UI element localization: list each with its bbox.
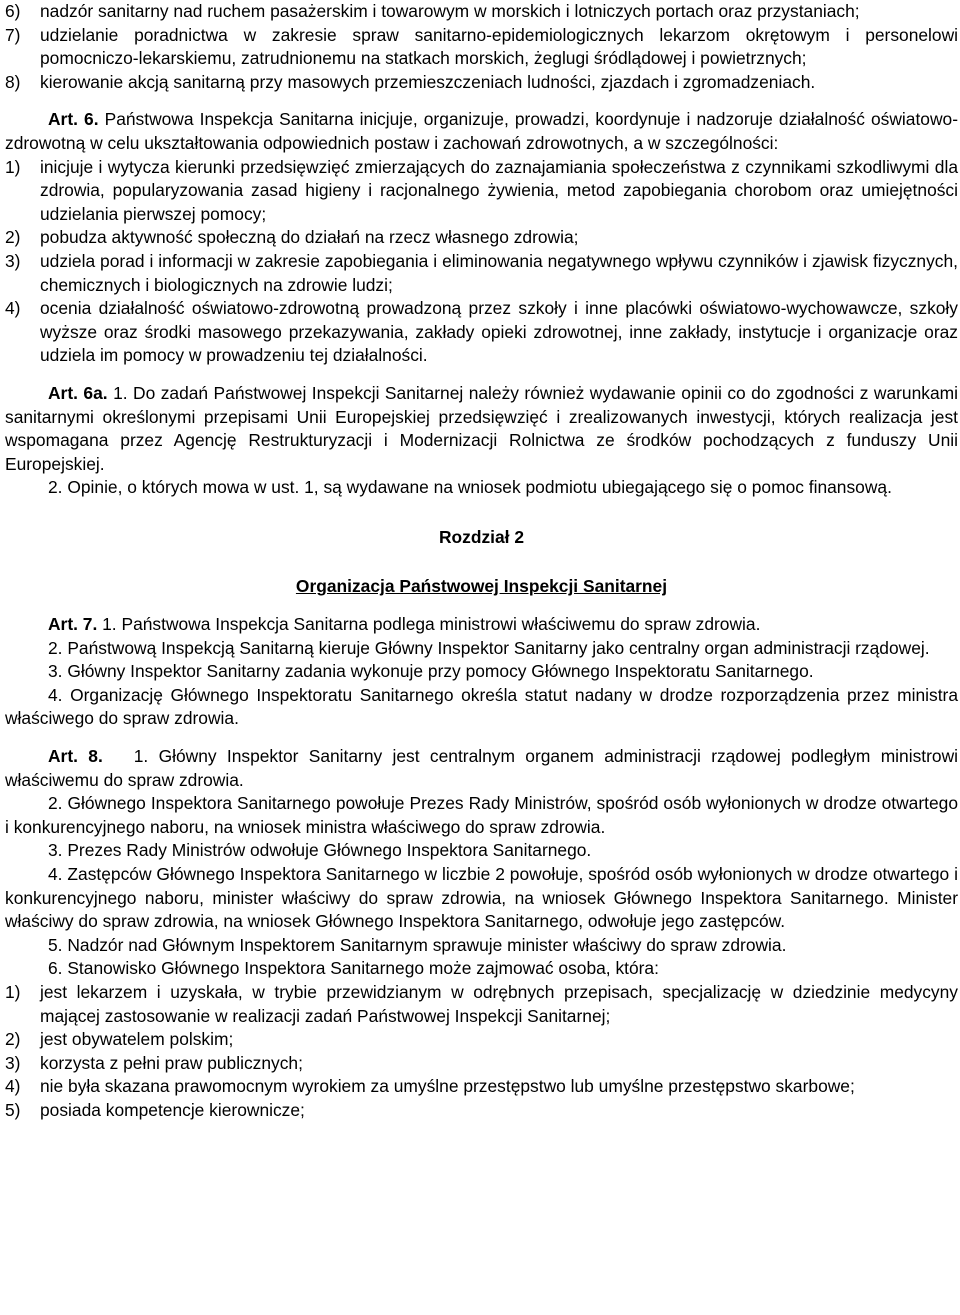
article-8-paragraph-2: 2. Głównego Inspektora Sanitarnego powołuje Prezes Rady Ministrów, spośród osób wyłonionych w drodze otwartego i konkurencyjnego naboru, na wniosek ministra właściwego do spraw zdrowia. [5, 793, 958, 837]
article-8-paragraph-1 [5, 745, 958, 792]
list-item-number: 1) [5, 981, 21, 1002]
list-item-number: 5) [5, 1099, 21, 1120]
paragraph-text: 1. Główny Inspektor Sanitarny jest centralnym organem administracji rządowej podległym ministrowi właściwemu do spraw zdrowia. [5, 746, 958, 790]
list-item-text: nadzór sanitarny nad ruchem pasażerskim i towarowym w morskich i lotniczych portach oraz przystaniach; [40, 1, 860, 21]
article-7-paragraph-4: 4. Organizację Głównego Inspektoratu Sanitarnego określa statut nadany w drodze rozporządzenia przez ministra właściwego do spraw zdrowia. [5, 684, 958, 729]
list-item [5, 297, 958, 368]
list-item-number: 1) [5, 156, 21, 177]
list-item-text: posiada kompetencje kierownicze; [40, 1099, 305, 1120]
list-item-number: 7) [5, 24, 21, 45]
article-6-text: Państwowa Inspekcja Sanitarna inicjuje, organizuje, prowadzi, koordynuje i nadzoruje działalność oświatowo-zdrowotną w celu ukształtowania odpowiednich postaw i zachowań zdrowotnych, a w szczególności: [5, 109, 958, 153]
list-item-number: 3) [5, 1052, 21, 1073]
list-item-number: 2) [5, 1029, 21, 1050]
list-item-number: 2) [5, 227, 21, 248]
article-label: Art. 7. [48, 614, 98, 635]
article-6-intro [5, 108, 958, 155]
list-item-text: jest obywatelem polskim; [40, 1029, 234, 1050]
list-item-text: nie była skazana prawomocnym wyrokiem za umyślne przestępstwo lub umyślne przestępstwo skarbowe; [40, 1076, 855, 1097]
paragraph-text: 1. Państwowa Inspekcja Sanitarna podlega ministrowi właściwemu do spraw zdrowia. [102, 614, 761, 635]
article-8-paragraph-3: 3. Prezes Rady Ministrów odwołuje Głównego Inspektora Sanitarnego. [48, 840, 592, 861]
article-6a-paragraph-1 [5, 382, 958, 476]
list-item [5, 981, 958, 1028]
article-8-paragraph-4: 4. Zastępców Głównego Inspektora Sanitarnego w liczbie 2 powołuje, spośród osób wyłonionych w drodze otwartego i konkurencyjnego naboru, minister właściwy do spraw zdrowia, na wniosek Głównego Inspektora Sanitarnego. Minister właściwy do spraw zdrowia, na wniosek Głównego Inspektora Sanitarnego, odwołuje jego zastępców. [5, 864, 958, 932]
list-item [5, 250, 958, 297]
article-7-paragraph-2: 2. Państwową Inspekcją Sanitarną kieruje Główny Inspektor Sanitarny jako centralny organ administracji rządowej. [48, 637, 930, 658]
list-item-text: udzielanie poradnictwa w zakresie spraw sanitarno-epidemiologicznych lekarzom okrętowym i personelowi pomocniczo-lekarskiemu, zatrudnionemu na statkach morskich, żeglugi śródlądowej i powietrznych; [40, 24, 958, 69]
document-page [5, 0, 958, 1123]
list-item-text: korzysta z pełni praw publicznych; [40, 1052, 303, 1073]
list-item [5, 156, 958, 227]
article-6a-paragraph-2: 2. Opinie, o których mowa w ust. 1, są wydawane na wniosek podmiotu ubiegającego się o pomoc finansową. [48, 477, 892, 498]
article-8-paragraph-5: 5. Nadzór nad Głównym Inspektorem Sanitarnym sprawuje minister właściwy do spraw zdrowia. [48, 934, 787, 955]
list-item-text: udziela porad i informacji w zakresie zapobiegania i eliminowania negatywnego wpływu czynników i zjawisk fizycznych, chemicznych i biologicznych na zdrowie ludzi; [40, 250, 958, 295]
paragraph-text: 1. Do zadań Państwowej Inspekcji Sanitarnej należy również wydawanie opinii co do zgodności z warunkami sanitarnymi określonymi przepisami Unii Europejskiej przedsięwzięć i zrealizowanych inwestycji, których realizacja jest wspomagana przez Agencję Restrukturyzacji i Modernizacji Rolnictwa ze środków pochodzących z funduszy Unii Europejskiej. [5, 382, 958, 474]
list-item-number: 6) [5, 1, 21, 21]
list-item [5, 1052, 958, 1076]
list-item-number: 3) [5, 250, 21, 271]
article-7-paragraph-1 [5, 613, 958, 637]
article-label: Art. 6. [48, 109, 99, 130]
list-item-text: pobudza aktywność społeczną do działań na rzecz własnego zdrowia; [40, 227, 579, 248]
list-item-text: jest lekarzem i uzyskała, w trybie przewidzianym w odrębnych przepisach, specjalizację w dziedzinie medycyny mającej zastosowanie w realizacji zadań Państwowej Inspekcji Sanitarnej; [40, 981, 958, 1026]
list-item [5, 24, 958, 71]
article-7-paragraph-3: 3. Główny Inspektor Sanitarny zadania wykonuje przy pomocy Głównego Inspektoratu Sanitarnego. [48, 661, 814, 682]
list-item [5, 0, 958, 24]
article-label: Art. 6a. [48, 382, 108, 403]
list-item-text: ocenia działalność oświatowo-zdrowotną prowadzoną przez szkoły i inne placówki oświatowo-wychowawcze, szkoły wyższe oraz środki masowego przekazywania, zakłady opieki zdrowotnej, inne zakłady, instytucje i organizacje oraz udziela im pomocy w prowadzeniu tej działalności. [40, 298, 958, 366]
list-item [5, 1028, 958, 1052]
list-item [5, 71, 958, 95]
list-item [5, 226, 958, 250]
article-label: Art. 8. [48, 746, 103, 767]
article-8-paragraph-6: 6. Stanowisko Głównego Inspektora Sanitarnego może zajmować osoba, która: [48, 958, 659, 979]
chapter-number: Rozdział 2 [438, 526, 525, 547]
list-item [5, 1075, 958, 1099]
list-item-number: 4) [5, 298, 21, 319]
list-item-text: kierowanie akcją sanitarną przy masowych przemieszczeniach ludności, zjazdach i zgromadzeniach. [40, 71, 816, 92]
list-item-number: 4) [5, 1076, 21, 1097]
chapter-title: Organizacja Państwowej Inspekcji Sanitarnej [295, 576, 668, 597]
list-item [5, 1099, 958, 1123]
list-item-number: 8) [5, 71, 21, 92]
list-item-text: inicjuje i wytycza kierunki przedsięwzięć zmierzających do zaznajamiania społeczeństwa z czynnikami szkodliwymi dla zdrowia, popularyzowania zasad higieny i racjonalnego żywienia, metod zapobiegania chorobom oraz umiejętności udzielania pierwszej pomocy; [40, 156, 958, 224]
